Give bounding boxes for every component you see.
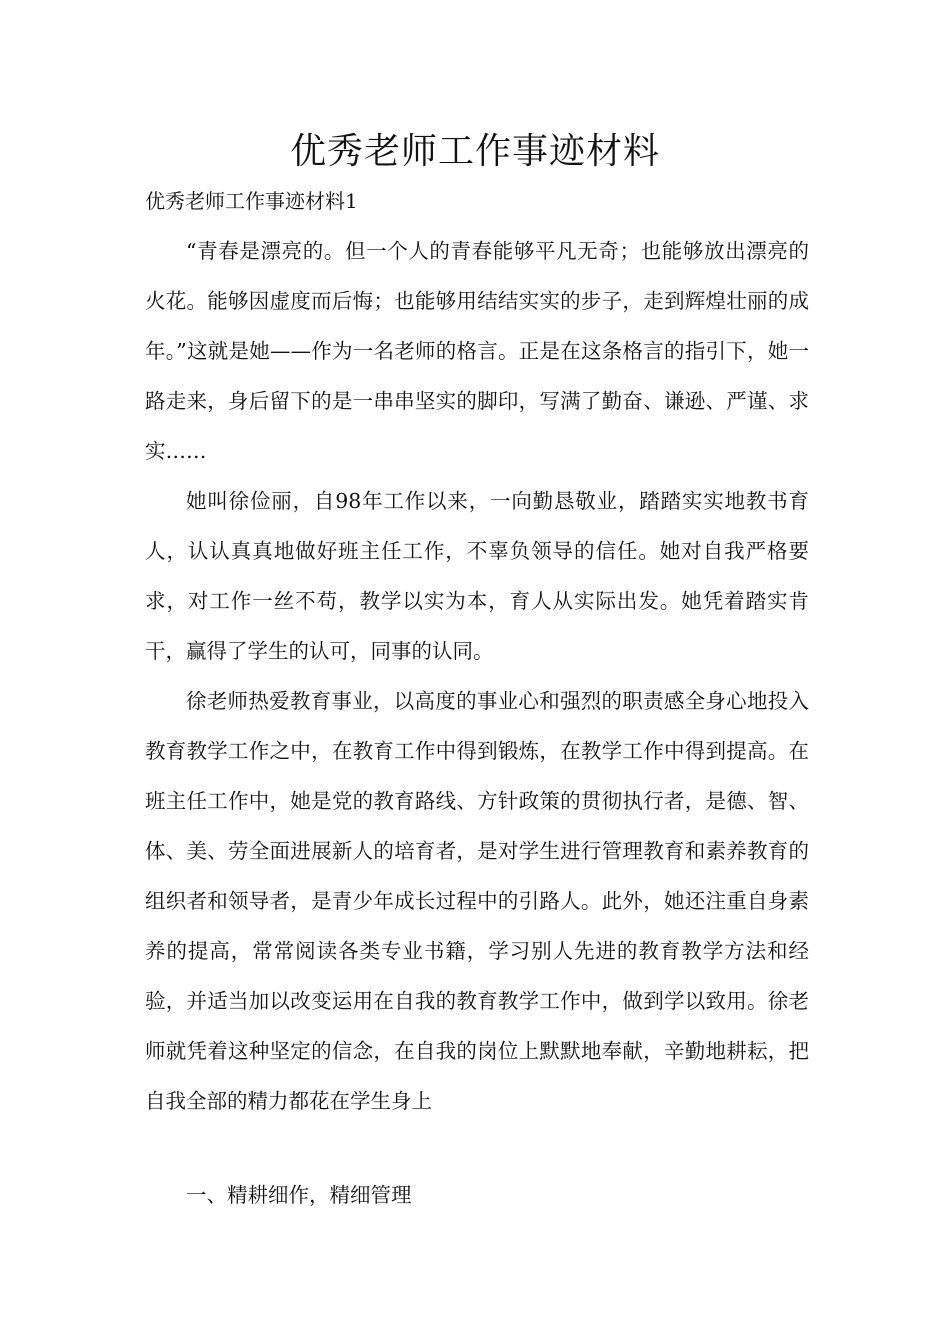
paragraph-3: 徐老师热爱教育事业，以高度的事业心和强烈的职责感全身心地投入教育教学工作之中，在教育工作中得到锻炼，在教学工作中得到提高。在班主任工作中，她是党的教育路线、方针政策的贯彻执行者，是德、智、体、美、劳全面进展新人的培育者，是对学生进行管理教育和素养教育的组织者和领导者，是青少年成长过程中的引路人。此外，她还注重自身素养的提高，常常阅读各类专业书籍，学习别人先进的教育教学方法和经验，并适当加以改变运用在自我的教育教学工作中，做到学以致用。徐老师就凭着这种坚定的信念，在自我的岗位上默默地奉献，辛勤地耕耘，把自我全部的精力都花在学生身上 — [145, 689, 809, 1113]
paragraph-1: “青春是漂亮的。但一个人的青春能够平凡无奇；也能够放出漂亮的火花。能够因虚度而后悔；也能够用结结实实的步子，走到辉煌壮丽的成年。”这就是她——作为一名老师的格言。正是在这条格言的指引下，她一路走来，身后留下的是一串串坚实的脚印，写满了勤奋、谦逊、严谨、求实…… — [145, 239, 809, 463]
section-heading: 一、精耕细作，精细管理 — [186, 1183, 412, 1207]
paragraph-2: 她叫徐俭丽，自98年工作以来，一向勤恳敬业，踏踏实实地教书育人，认认真真地做好班主任工作，不辜负领导的信任。她对自我严格要求，对工作一丝不苟，教学以实为本，育人从实际出发。她凭着踏实肯干，赢得了学生的认可，同事的认同。 — [145, 489, 809, 663]
document-title: 优秀老师工作事迹材料 — [289, 131, 660, 172]
document-subtitle: 优秀老师工作事迹材料1 — [145, 189, 358, 213]
